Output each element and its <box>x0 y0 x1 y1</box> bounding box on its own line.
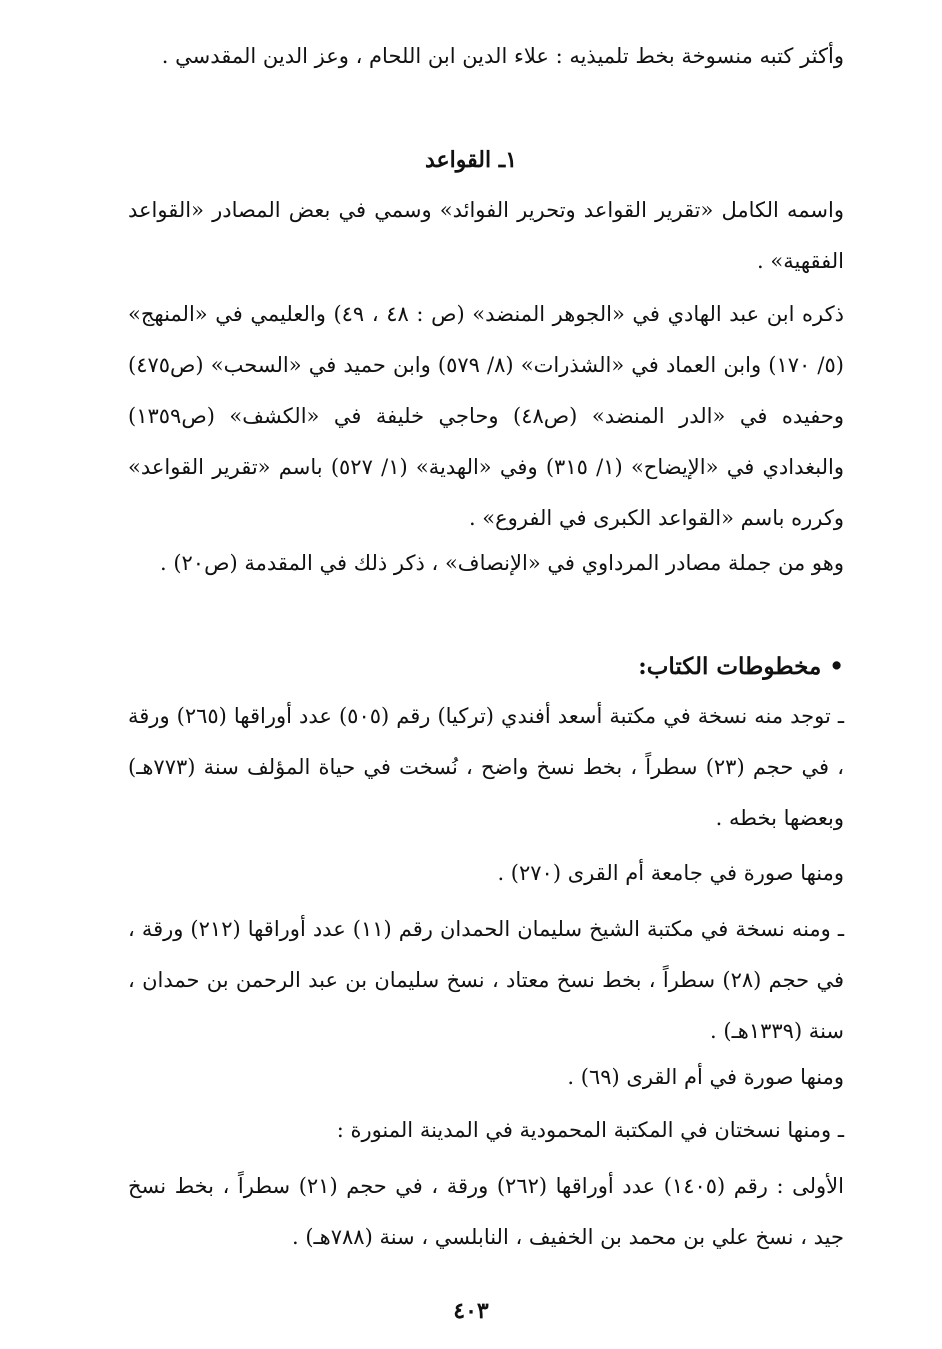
paragraph-insaf-source: وهو من جملة مصادر المرداوي في «الإنصاف» ، ذكر ذلك في المقدمة (ص٢٠) . <box>159 551 844 575</box>
paragraph-copyists: وأكثر كتبه منسوخة بخط تلميذيه : علاء الدين ابن اللحام ، وعز الدين المقدسي . <box>161 44 844 68</box>
paragraph-manuscript-asad-efendi: ـ توجد منه نسخة في مكتبة أسعد أفندي (تركيا) رقم (٥٠٥) عدد أوراقها (٢٦٥) ورقة ، في حجم (٢٣) سطراً ، بخط نسخ واضح ، نُسخت في حياة المؤلف سنة (٧٧٣هـ) وبعضها بخطه . <box>128 704 845 830</box>
paragraph-manuscript-hamdan: ـ ومنه نسخة في مكتبة الشيخ سليمان الحمدان رقم (١١) عدد أوراقها (٢١٢) ورقة ، في حجم (٢٨) سطراً ، بخط نسخ معتاد ، نسخ سليمان بن عبد الرحمن بن حمدان ، سنة (١٣٣٩هـ) . <box>128 917 844 1043</box>
paragraph-full-name: واسمه الكامل «تقرير القواعد وتحرير الفوائد» وسمي في بعض المصادر «القواعد الفقهية» . <box>128 198 844 273</box>
section-title-qawaid: ١ـ القواعد <box>424 147 518 173</box>
paragraph-copy-umm-al-qura-69: ومنها صورة في أم القرى (٦٩) . <box>567 1065 844 1089</box>
paragraph-references: ذكره ابن عبد الهادي في «الجوهر المنضد» (ص : ٤٨ ، ٤٩) والعليمي في «المنهج» (٥/ ١٧٠) وابن العماد في «الشذرات» (٨/ ٥٧٩) وابن حميد في «السحب» (ص٤٧٥) وحفيده في «الدر المنضد» (ص٤٨) وحاجي خليفة في «الكشف» (ص١٣٥٩) والبغدادي في «الإيضاح» (١/ ٣١٥) وفي «الهدية» (١/ ٥٢٧) باسم «تقرير القواعد» وكرره باسم «القواعد الكبرى في الفروع» . <box>128 302 844 530</box>
paragraph-first-copy: الأولى : رقم (١٤٠٥) عدد أوراقها (٢٦٢) ورقة ، في حجم (٢١) سطراً ، بخط نسخ جيد ، نسخ علي بن محمد بن الخفيف ، النابلسي ، سنة (٧٨٨هـ) . <box>128 1174 844 1249</box>
page-number: ٤٠٣ <box>453 1298 489 1324</box>
manuscripts-heading: • مخطوطات الكتاب: <box>638 653 844 680</box>
paragraph-copy-umm-al-qura-270: ومنها صورة في جامعة أم القرى (٢٧٠) . <box>497 861 844 885</box>
paragraph-mahmudiyya-library: ـ ومنها نسختان في المكتبة المحمودية في المدينة المنورة : <box>336 1118 844 1142</box>
